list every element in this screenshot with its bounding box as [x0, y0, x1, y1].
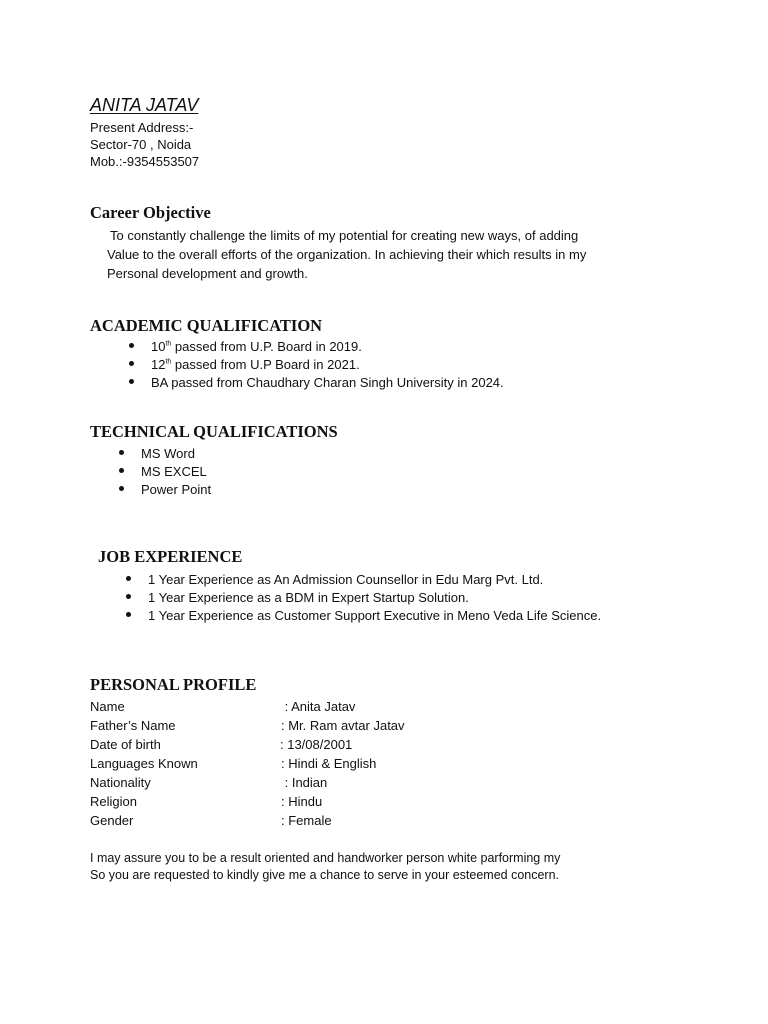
profile-table	[90, 698, 490, 831]
profile-label: Name	[90, 699, 125, 714]
bullet-icon	[129, 379, 134, 384]
profile-row	[90, 755, 490, 774]
career-line: To constantly challenge the limits of my potential for creating new ways, of adding	[110, 228, 579, 243]
profile-row	[90, 736, 490, 755]
profile-value: : Mr. Ram avtar Jatav	[281, 718, 405, 733]
profile-value: : Indian	[281, 775, 328, 790]
mobile: Mob.:-9354553507	[90, 154, 200, 169]
profile-row	[90, 717, 490, 736]
profile-value: : Anita Jatav	[281, 699, 356, 714]
closing-line: So you are requested to kindly give me a chance to serve in your esteemed concern.	[90, 868, 560, 882]
address: Sector-70 , Noida	[90, 137, 192, 152]
profile-value: : Female	[281, 813, 332, 828]
profile-label: Father’s Name	[90, 718, 176, 733]
bullet-icon	[129, 361, 134, 366]
academic-heading: ACADEMIC QUALIFICATION	[90, 316, 323, 335]
technical-heading: TECHNICAL QUALIFICATIONS	[90, 422, 338, 441]
bullet-icon	[126, 594, 131, 599]
bullet-icon	[119, 450, 124, 455]
profile-label: Religion	[90, 794, 137, 809]
career-line: Personal development and growth.	[107, 266, 308, 281]
bullet-icon	[129, 343, 134, 348]
closing-line: I may assure you to be a result oriented and handworker person white parforming my	[90, 851, 561, 865]
bullet-icon	[126, 576, 131, 581]
profile-value: : Hindi & English	[281, 756, 377, 771]
profile-label: Nationality	[90, 775, 151, 790]
profile-label: Languages Known	[90, 756, 198, 771]
profile-row	[90, 774, 490, 793]
profile-row	[90, 698, 490, 717]
bullet-icon	[126, 612, 131, 617]
profile-value: : 13/08/2001	[280, 737, 353, 752]
profile-row	[90, 793, 490, 812]
career-line: Value to the overall efforts of the organization. In achieving their which results in my	[107, 247, 587, 262]
profile-label: Date of birth	[90, 737, 161, 752]
job-heading: JOB EXPERIENCE	[98, 547, 243, 566]
profile-row	[90, 812, 490, 831]
profile-heading: PERSONAL PROFILE	[90, 675, 257, 694]
profile-value: : Hindu	[281, 794, 323, 809]
profile-label: Gender	[90, 813, 134, 828]
bullet-icon	[119, 468, 124, 473]
bullet-icon	[119, 486, 124, 491]
career-heading: Career Objective	[90, 203, 211, 222]
candidate-name: ANITA JATAV	[90, 95, 199, 115]
address-label: Present Address:-	[90, 120, 194, 135]
